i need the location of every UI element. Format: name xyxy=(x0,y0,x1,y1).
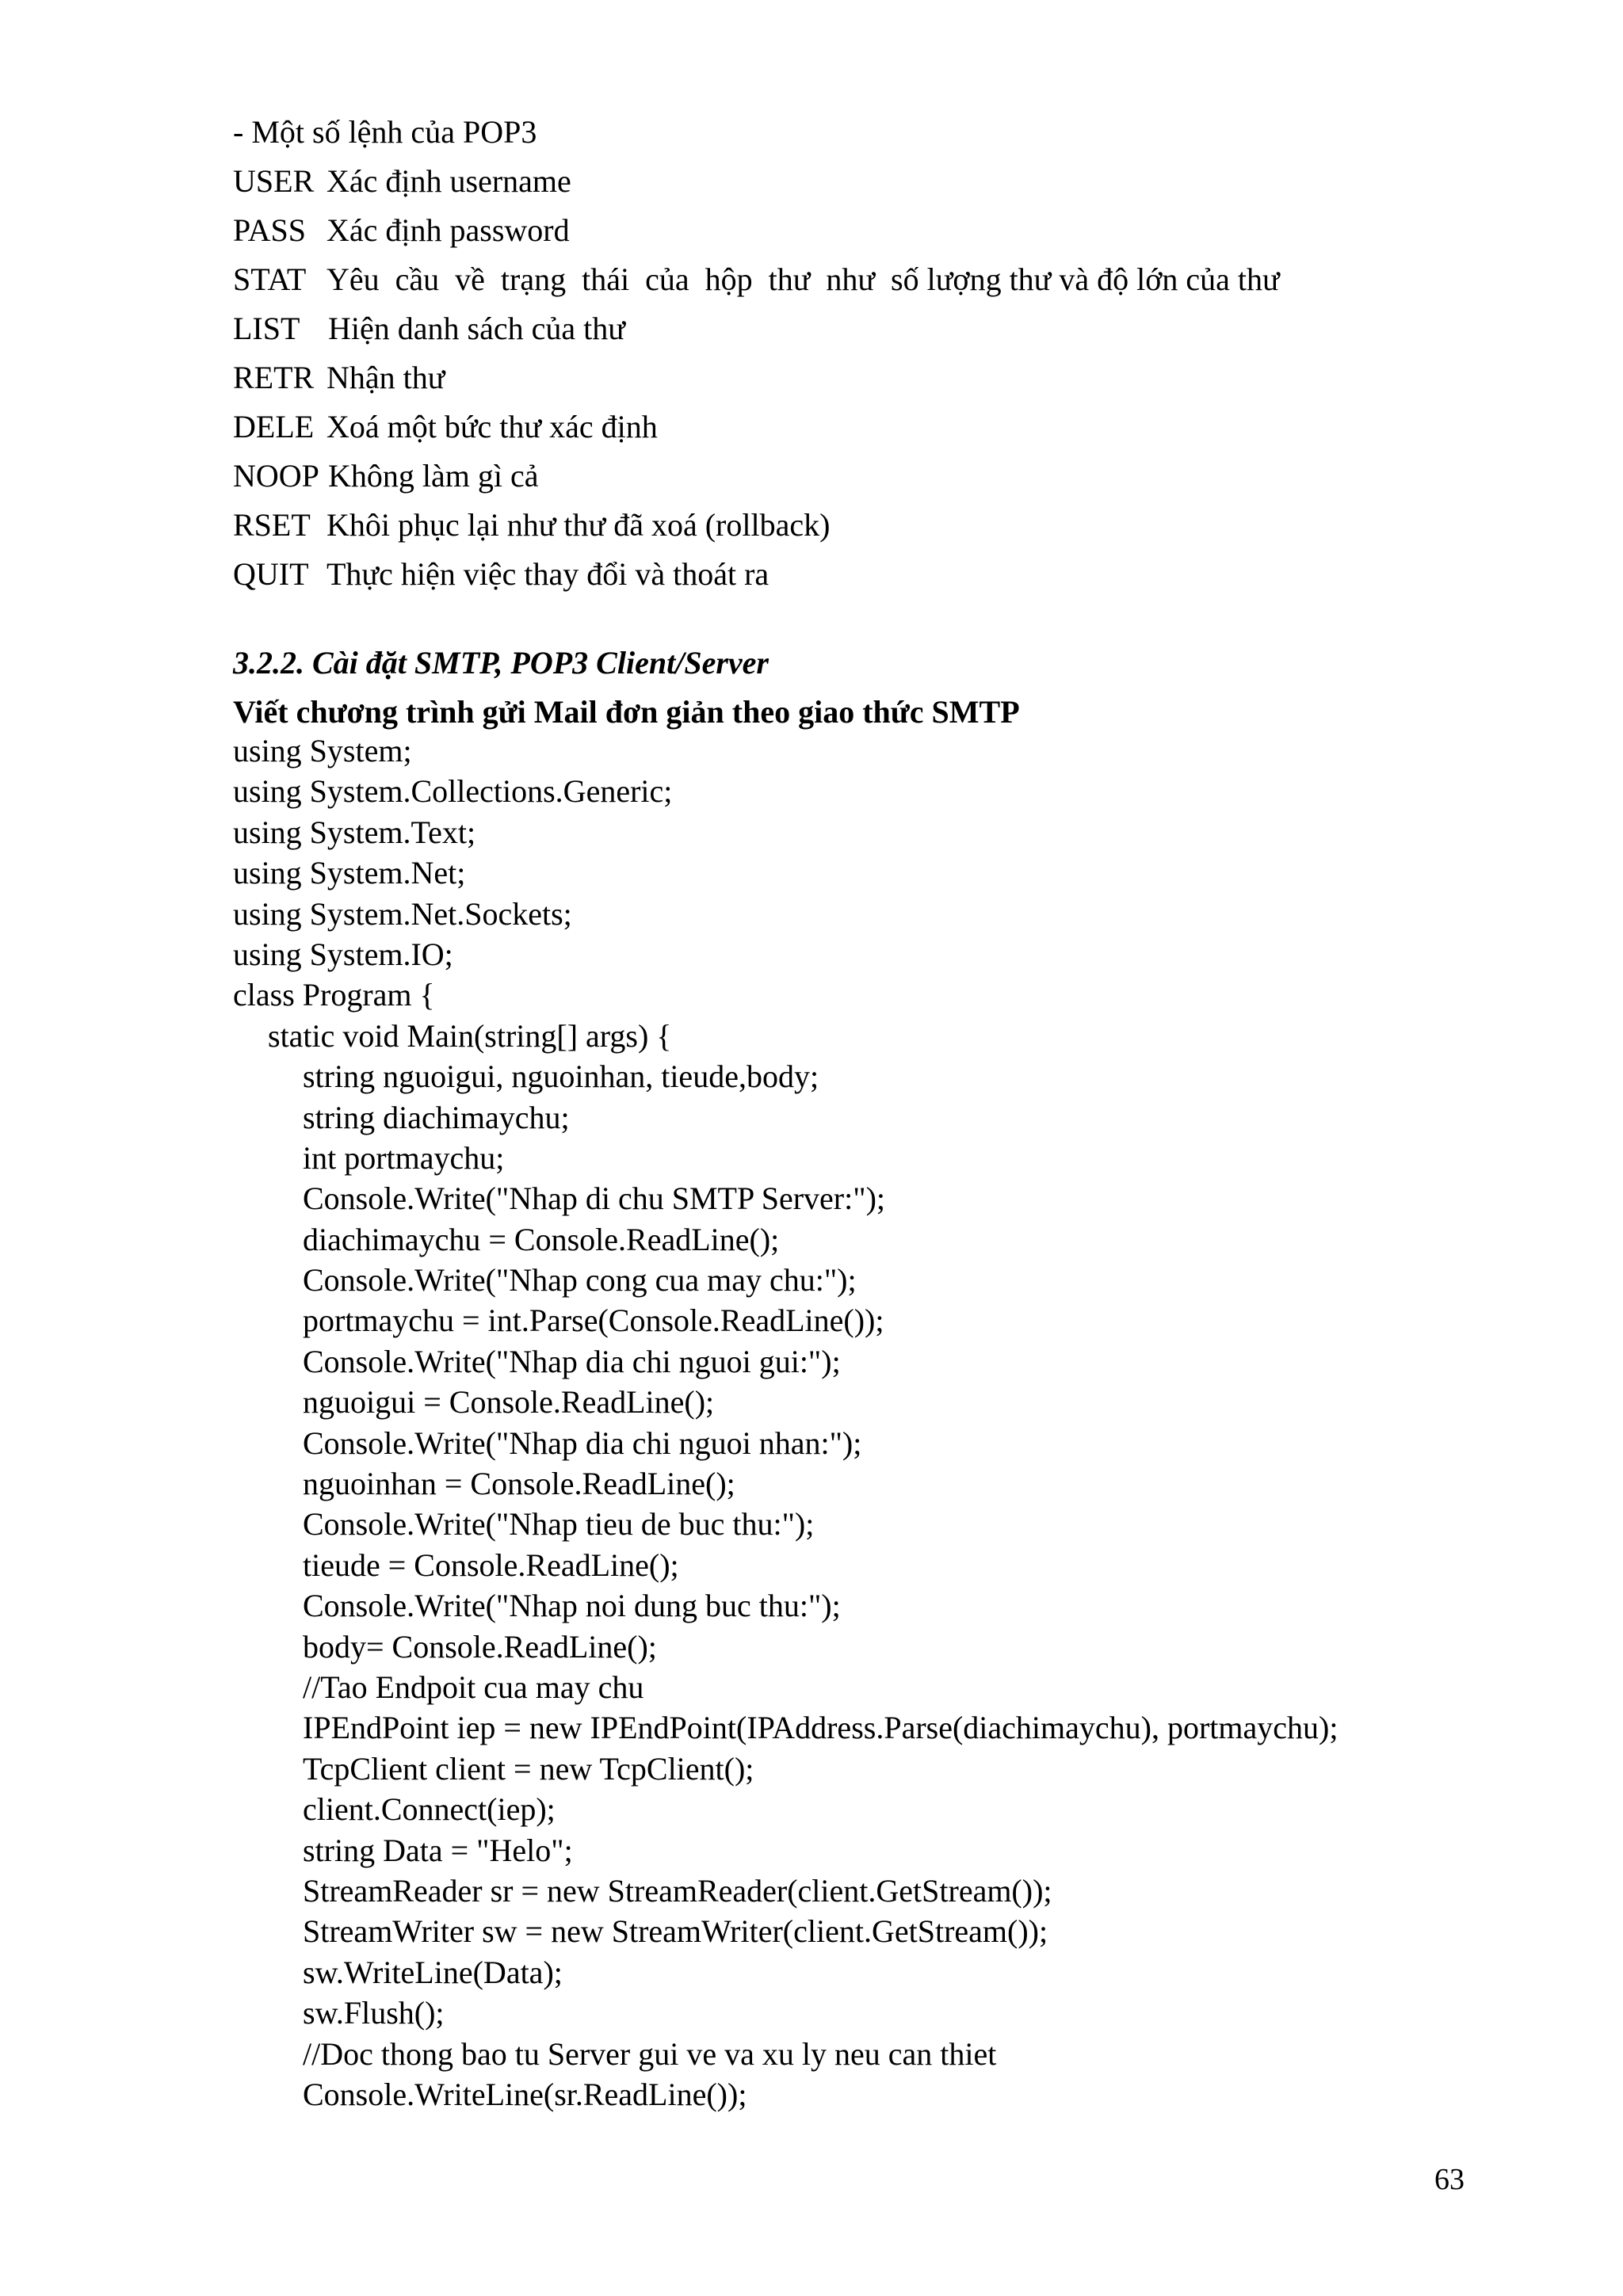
command-description: Hiện danh sách của thư xyxy=(328,311,625,346)
program-heading: Viết chương trình gửi Mail đơn giản theo giao thức SMTP xyxy=(233,694,1020,730)
command-row xyxy=(233,255,1280,304)
code-line: string Data = "Helo"; xyxy=(303,1832,573,1868)
command-row xyxy=(233,157,1280,206)
code-line: client.Connect(iep); xyxy=(303,1791,556,1828)
code-line: Console.Write("Nhap dia chi nguoi gui:"); xyxy=(303,1343,841,1379)
code-line: tieude = Console.ReadLine(); xyxy=(303,1547,679,1583)
code-line: class Program { xyxy=(233,977,435,1013)
code-line: using System.IO; xyxy=(233,936,453,972)
command-name: PASS xyxy=(233,212,306,248)
code-block xyxy=(233,730,1338,2115)
code-line: static void Main(string[] args) { xyxy=(268,1017,672,1054)
code-line: Console.Write("Nhap tieu de buc thu:"); xyxy=(303,1506,815,1543)
code-line: Console.Write("Nhap noi dung buc thu:"); xyxy=(303,1588,841,1624)
pop3-command-list xyxy=(233,108,1280,599)
code-line: using System.Net; xyxy=(233,855,466,891)
code-line: Console.Write("Nhap cong cua may chu:"); xyxy=(303,1262,857,1299)
command-name: NOOP xyxy=(233,458,319,494)
command-name: STAT xyxy=(233,261,307,297)
command-row xyxy=(233,501,1280,550)
command-row xyxy=(233,402,1280,452)
command-name: RETR xyxy=(233,360,315,395)
command-name: RSET xyxy=(233,507,311,543)
code-line: using System.Text; xyxy=(233,814,476,850)
code-line: Console.Write("Nhap di chu SMTP Server:"); xyxy=(303,1180,885,1217)
command-name: DELE xyxy=(233,409,315,444)
code-line: sw.Flush(); xyxy=(303,1995,445,2031)
command-row xyxy=(233,304,1280,353)
command-row xyxy=(233,452,1280,501)
command-description: Không làm gì cả xyxy=(328,458,539,494)
command-row xyxy=(233,550,1280,599)
code-line: TcpClient client = new TcpClient(); xyxy=(303,1750,754,1787)
code-line: using System.Collections.Generic; xyxy=(233,773,673,810)
code-line: Console.Write("Nhap dia chi nguoi nhan:"); xyxy=(303,1425,862,1461)
command-name: QUIT xyxy=(233,556,309,592)
code-line: using System; xyxy=(233,733,412,769)
code-line: using System.Net.Sockets; xyxy=(233,895,572,932)
code-line: //Tao Endpoit cua may chu xyxy=(303,1669,644,1705)
code-line: //Doc thong bao tu Server gui ve va xu ly neu can thiet xyxy=(303,2035,997,2072)
code-line: body= Console.ReadLine(); xyxy=(303,1628,657,1665)
command-row xyxy=(233,206,1280,255)
page-number: 63 xyxy=(1434,2163,1465,2196)
code-line: string nguoigui, nguoinhan, tieude,body; xyxy=(303,1058,819,1095)
code-line: int portmaychu; xyxy=(303,1139,505,1176)
code-line: diachimaychu = Console.ReadLine(); xyxy=(303,1221,780,1257)
code-line: Console.WriteLine(sr.ReadLine()); xyxy=(303,2076,747,2112)
code-line: string diachimaychu; xyxy=(303,1099,570,1135)
command-description: Khôi phục lại như thư đã xoá (rollback) xyxy=(327,507,831,543)
code-line: portmaychu = int.Parse(Console.ReadLine()); xyxy=(303,1302,884,1339)
command-description: Nhận thư xyxy=(327,360,445,395)
intro-line: - Một số lệnh của POP3 xyxy=(233,114,537,150)
code-line: nguoigui = Console.ReadLine(); xyxy=(303,1384,715,1421)
command-description: Xác định password xyxy=(327,212,570,248)
code-line: IPEndPoint iep = new IPEndPoint(IPAddress.Parse(diachimaychu), portmaychu); xyxy=(303,1710,1338,1746)
section-heading: 3.2.2. Cài đặt SMTP, POP3 Client/Server xyxy=(233,645,769,681)
command-row xyxy=(233,353,1280,402)
code-line: StreamReader sr = new StreamReader(client.GetStream()); xyxy=(303,1872,1052,1909)
code-line: sw.WriteLine(Data); xyxy=(303,1954,563,1990)
code-line: nguoinhan = Console.ReadLine(); xyxy=(303,1466,735,1502)
command-name: USER xyxy=(233,163,315,199)
command-description: Yêu cầu về trạng thái của hộp thư như số lượng thư và độ lớn của thư xyxy=(327,261,1280,297)
command-description: Thực hiện việc thay đổi và thoát ra xyxy=(327,556,769,592)
command-name: LIST xyxy=(233,311,300,346)
command-description: Xác định username xyxy=(327,163,571,199)
command-rows xyxy=(233,157,1280,599)
code-line: StreamWriter sw = new StreamWriter(client.GetStream()); xyxy=(303,1913,1048,1950)
command-description: Xoá một bức thư xác định xyxy=(327,409,658,444)
